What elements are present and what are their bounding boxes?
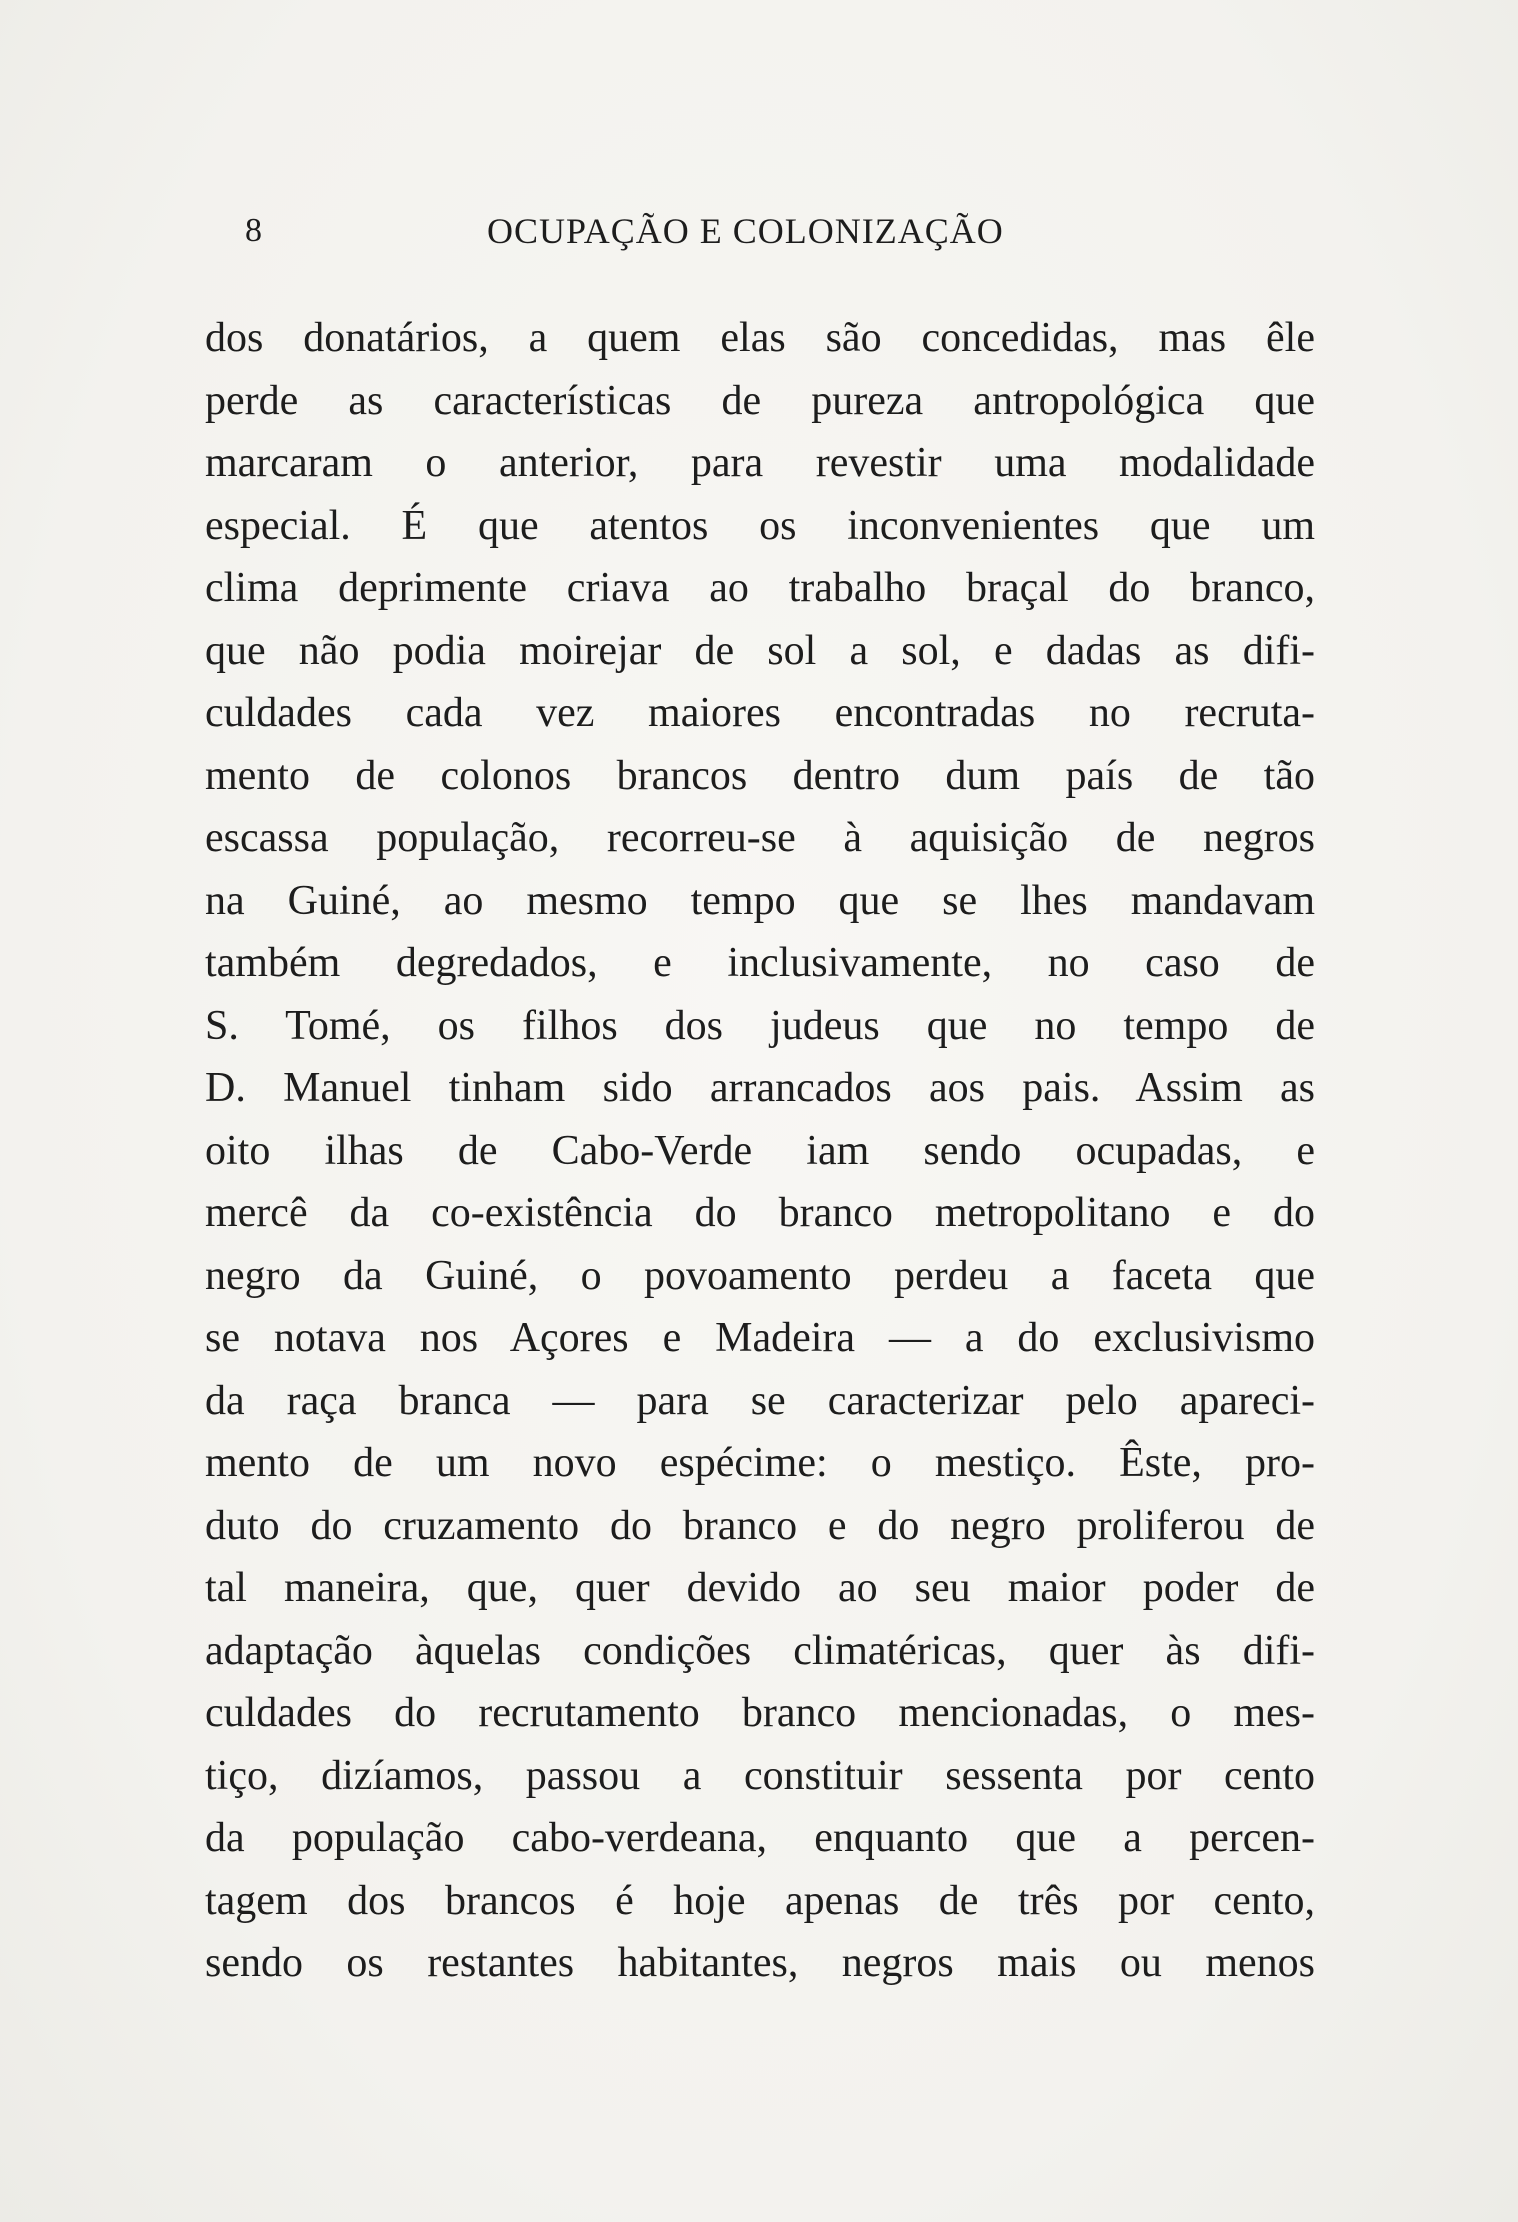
text-line: tiço, dizíamos, passou a constituir sessenta por cento	[205, 1752, 1315, 1799]
text-line: que não podia moirejar de sol a sol, e dadas as difi-	[205, 627, 1315, 674]
text-line: mento de um novo espécime: o mestiço. Êste, pro-	[205, 1440, 1315, 1486]
text-line: mento de colonos brancos dentro dum país de tão	[205, 752, 1315, 799]
text-line: dos donatários, a quem elas são concedidas, mas êle	[205, 315, 1315, 361]
page-header	[235, 205, 1295, 265]
text-line: na Guiné, ao mesmo tempo que se lhes mandavam	[205, 877, 1315, 924]
text-line: escassa população, recorreu-se à aquisição de negros	[205, 815, 1315, 861]
text-line: adaptação àquelas condições climatéricas, quer às difi-	[205, 1627, 1315, 1674]
page-number: 8	[245, 212, 262, 249]
text-line: também degredados, e inclusivamente, no caso de	[205, 940, 1315, 986]
text-line: duto do cruzamento do branco e do negro proliferou de	[205, 1502, 1315, 1549]
text-line: da população cabo-verdeana, enquanto que a percen-	[205, 1815, 1315, 1861]
text-line: tagem dos brancos é hoje apenas de três por cento,	[205, 1877, 1315, 1924]
text-line: marcaram o anterior, para revestir uma modalidade	[205, 440, 1315, 486]
text-line: se notava nos Açores e Madeira — a do exclusivismo	[205, 1315, 1315, 1361]
text-line: tal maneira, que, quer devido ao seu maior poder de	[205, 1565, 1315, 1611]
text-line: mercê da co-existência do branco metropolitano e do	[205, 1190, 1315, 1236]
body-text	[205, 307, 1315, 2047]
text-line: sendo os restantes habitantes, negros mais ou menos	[205, 1940, 1315, 1986]
text-line: D. Manuel tinham sido arrancados aos pais. Assim as	[205, 1065, 1315, 1111]
text-line: da raça branca — para se caracterizar pelo apareci-	[205, 1377, 1315, 1424]
text-line: negro da Guiné, o povoamento perdeu a faceta que	[205, 1252, 1315, 1299]
running-head: OCUPAÇÃO E COLONIZAÇÃO	[487, 211, 1004, 251]
text-line: culdades do recrutamento branco mencionadas, o mes-	[205, 1690, 1315, 1736]
text-line: oito ilhas de Cabo-Verde iam sendo ocupadas, e	[205, 1127, 1315, 1174]
text-line: clima deprimente criava ao trabalho braçal do branco,	[205, 565, 1315, 611]
text-line: especial. É que atentos os inconvenientes que um	[205, 502, 1315, 549]
text-line: perde as características de pureza antropológica que	[205, 377, 1315, 424]
text-line: S. Tomé, os filhos dos judeus que no tempo de	[205, 1002, 1315, 1049]
text-line: culdades cada vez maiores encontradas no recruta-	[205, 690, 1315, 736]
